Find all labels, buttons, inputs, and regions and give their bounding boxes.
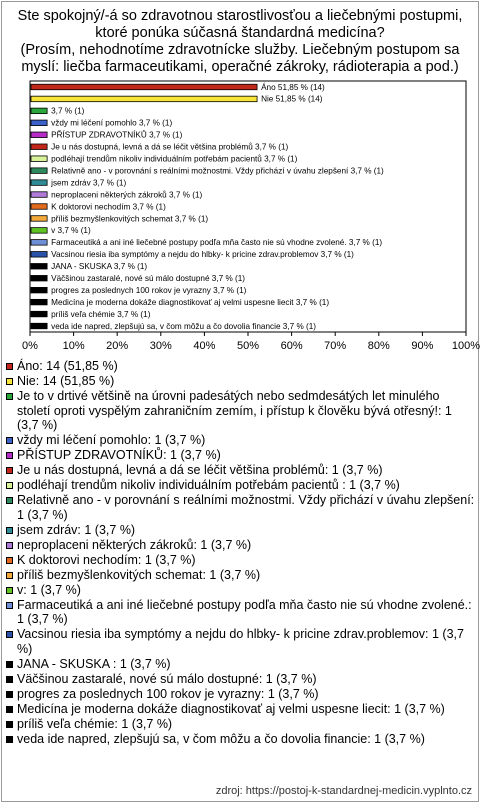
legend-label: Medicína je moderna dokáže diagnostikovať aj velmi uspesne liecit: 1 (3,7 %) — [17, 701, 445, 716]
legend-item — [6, 627, 476, 656]
x-tick-label: 70% — [324, 340, 347, 352]
chart-subtitle: (Prosím, nehodnotíme zdravotnícke služby. Liečebným postupom sa myslí: liečba farmaceutikami, operačné zákroky, rádioterapia a pod.) — [20, 42, 460, 75]
legend-swatch — [6, 497, 13, 504]
legend-label: vždy mi léčení pomohlo: 1 (3,7 %) — [17, 433, 206, 447]
bar — [31, 120, 47, 126]
bar — [31, 264, 47, 270]
bar-label: K doktorovi nechodím 3,7 % (1) — [51, 202, 166, 212]
legend-label: Nie: 14 (51,85 %) — [17, 374, 115, 388]
legend-label: PŘÍSTUP ZDRAVOTNÍKŮ: 1 (3,7 %) — [17, 448, 221, 462]
legend-swatch — [6, 602, 13, 609]
bar — [31, 287, 47, 293]
chart-title: Ste spokojný/-á so zdravotnou starostlivosťou a liečebnými postupmi, ktoré ponúka súčasná štandardná medicína? — [17, 8, 463, 41]
x-tick-label: 0% — [22, 340, 38, 352]
bar-label: Je u nás dostupná, levná a dá se léčit většina problémů 3,7 % (1) — [51, 142, 289, 152]
legend-item — [6, 583, 476, 598]
legend-item — [6, 538, 476, 553]
bar-label: vždy mi léčení pomohlo 3,7 % (1) — [51, 118, 173, 128]
bar-label: progres za poslednych 100 rokov je vyrazny 3,7 % (1) — [51, 285, 247, 295]
x-tick-label: 20% — [106, 340, 129, 352]
x-tick-label: 80% — [367, 340, 390, 352]
bar — [31, 275, 47, 281]
legend-item — [6, 568, 476, 583]
legend-label: Je u nás dostupná, levná a dá se léčit většina problémů: 1 (3,7 %) — [17, 463, 383, 477]
x-tick-label: 10% — [62, 340, 85, 352]
legend-item — [6, 702, 476, 717]
legend-label: JANA - SKUSKA : 1 (3,7 %) — [17, 656, 171, 671]
legend-swatch — [6, 482, 13, 489]
bar — [31, 311, 47, 317]
legend-label: Väčšinou zastaralé, nové sú málo dostupné: 1 (3,7 %) — [17, 671, 317, 686]
legend-item — [6, 374, 476, 389]
legend-item — [6, 657, 476, 672]
bar — [31, 180, 47, 186]
bar — [31, 240, 47, 246]
bar — [31, 192, 47, 198]
bar-label: Áno 51,85 % (14) — [261, 82, 325, 92]
legend-swatch — [6, 378, 13, 385]
bar-label: JANA - SKUSKA 3,7 % (1) — [51, 262, 148, 272]
bar-label: v 3,7 % (1) — [51, 226, 91, 236]
bar — [31, 228, 47, 234]
bar-label: jsem zdráv 3,7 % (1) — [51, 178, 127, 188]
legend-item — [6, 717, 476, 732]
legend-swatch — [6, 706, 13, 713]
bar — [31, 323, 47, 329]
legend-item — [6, 672, 476, 687]
bar-label: Nie 51,85 % (14) — [261, 94, 323, 104]
legend-swatch — [6, 527, 13, 534]
bar — [31, 108, 47, 114]
legend-item — [6, 389, 476, 433]
legend-swatch — [6, 437, 13, 444]
legend-item — [6, 732, 476, 747]
legend-label: príliš veľa chémie: 1 (3,7 %) — [17, 716, 173, 731]
bar-label: Vacsinou riesia iba symptómy a nejdu do hlbky- k pricine zdrav.problemov 3,7 % (1) — [51, 250, 354, 260]
legend-label: neproplaceni některých zákroků: 1 (3,7 %) — [17, 537, 252, 552]
legend-label: Relativně ano - v porovnání s reálními možnostmi. Vždy přichází v úvahu zlepšení: 1 (3,7 %) — [17, 493, 475, 522]
legend-item — [6, 478, 476, 493]
legend-swatch — [6, 631, 13, 638]
source-credit: zdroj: https://postoj-k-standardnej-medicin.vyplnto.cz — [215, 785, 472, 797]
bar-label: příliš bezmyšlenkovitých schemat 3,7 % (1) — [51, 214, 209, 224]
x-tick-label: 30% — [149, 340, 172, 352]
bar-label: neproplaceni některých zákroků 3,7 % (1) — [51, 190, 203, 200]
legend-item — [6, 359, 476, 374]
bar — [31, 132, 47, 138]
bar-label: PŘÍSTUP ZDRAVOTNÍKŮ 3,7 % (1) — [51, 130, 183, 140]
legend-swatch — [6, 691, 13, 698]
bar-label: Väčšinou zastaralé, nové sú málo dostupné 3,7 % (1) — [51, 274, 246, 284]
x-tick-label: 40% — [193, 340, 216, 352]
legend-swatch — [6, 467, 13, 474]
bar — [31, 299, 47, 305]
bar-label: Medicína je moderna dokáže diagnostikovať aj velmi uspesne liecit 3,7 % (1) — [51, 297, 330, 307]
legend-item — [6, 523, 476, 538]
legend-item — [6, 687, 476, 702]
legend-swatch — [6, 721, 13, 728]
bar — [31, 84, 257, 90]
bar — [31, 144, 47, 150]
legend-label: příliš bezmyšlenkovitých schemat: 1 (3,7 %) — [17, 567, 261, 582]
legend-item — [6, 463, 476, 478]
chart-legend — [6, 359, 476, 747]
legend-label: podléhají trendům nikoliv individuálním potřebám pacientů : 1 (3,7 %) — [17, 478, 400, 492]
bar — [31, 96, 257, 102]
legend-label: K doktorovi nechodím: 1 (3,7 %) — [17, 552, 196, 567]
x-tick-label: 60% — [280, 340, 303, 352]
legend-swatch — [6, 661, 13, 668]
bar-chart — [0, 0, 480, 360]
x-tick-label: 50% — [236, 340, 260, 352]
legend-label: jsem zdráv: 1 (3,7 %) — [17, 522, 136, 537]
legend-item — [6, 493, 476, 522]
legend-swatch — [6, 363, 13, 370]
bar — [31, 252, 47, 258]
bar — [31, 216, 47, 222]
legend-label: Farmaceutiká a ani iné liečebné postupy podľa mňa často nie sú vhodne zvolené.: 1 (3,7 %) — [17, 597, 472, 626]
legend-swatch — [6, 542, 13, 549]
bar-label: príliš veľa chémie 3,7 % (1) — [51, 309, 151, 319]
legend-label: Je to v drtivé většině na úrovni padesátých nebo sedmdesátých let minulého století oproti vyspělým zahraničním zemím, i přístup k člověku bývá otřesný!: 1 (3,7 %) — [17, 389, 452, 432]
bar-label: veda ide napred, zlepšujú sa, v čom môžu a čo dovolia financie 3,7 % (1) — [51, 321, 317, 331]
legend-swatch — [6, 736, 13, 743]
legend-item — [6, 448, 476, 463]
legend-label: progres za poslednych 100 rokov je vyrazny: 1 (3,7 %) — [17, 686, 319, 701]
legend-item — [6, 433, 476, 448]
bar-label: Farmaceutiká a ani iné liečebné postupy podľa mňa často nie sú vhodne zvolené. 3,7 % (1) — [51, 238, 383, 248]
legend-swatch — [6, 587, 13, 594]
x-tick-label: 90% — [411, 340, 434, 352]
legend-item — [6, 598, 476, 627]
legend-swatch — [6, 572, 13, 579]
bar — [31, 156, 47, 162]
legend-label: veda ide napred, zlepšujú sa, v čom môžu a čo dovolia financie: 1 (3,7 %) — [17, 731, 425, 746]
x-tick-label: 100% — [451, 340, 480, 352]
legend-swatch — [6, 452, 13, 459]
legend-swatch — [6, 676, 13, 683]
legend-swatch — [6, 393, 13, 400]
legend-item — [6, 553, 476, 568]
legend-label: Áno: 14 (51,85 %) — [17, 359, 118, 373]
bar-label: 3,7 % (1) — [51, 106, 85, 116]
legend-label: v: 1 (3,7 %) — [17, 582, 81, 597]
bar-label: Relativně ano - v porovnání s reálními možnostmi. Vždy přichází v úvahu zlepšení 3,7 % (1) — [51, 166, 384, 176]
bar — [31, 168, 47, 174]
bar-label: podléhají trendům nikoliv individuálním potřebám pacientů 3,7 % (1) — [51, 154, 298, 164]
bar — [31, 204, 47, 210]
legend-swatch — [6, 557, 13, 564]
legend-label: Vacsinou riesia iba symptómy a nejdu do hlbky- k pricine zdrav.problemov: 1 (3,7 %) — [17, 627, 464, 656]
